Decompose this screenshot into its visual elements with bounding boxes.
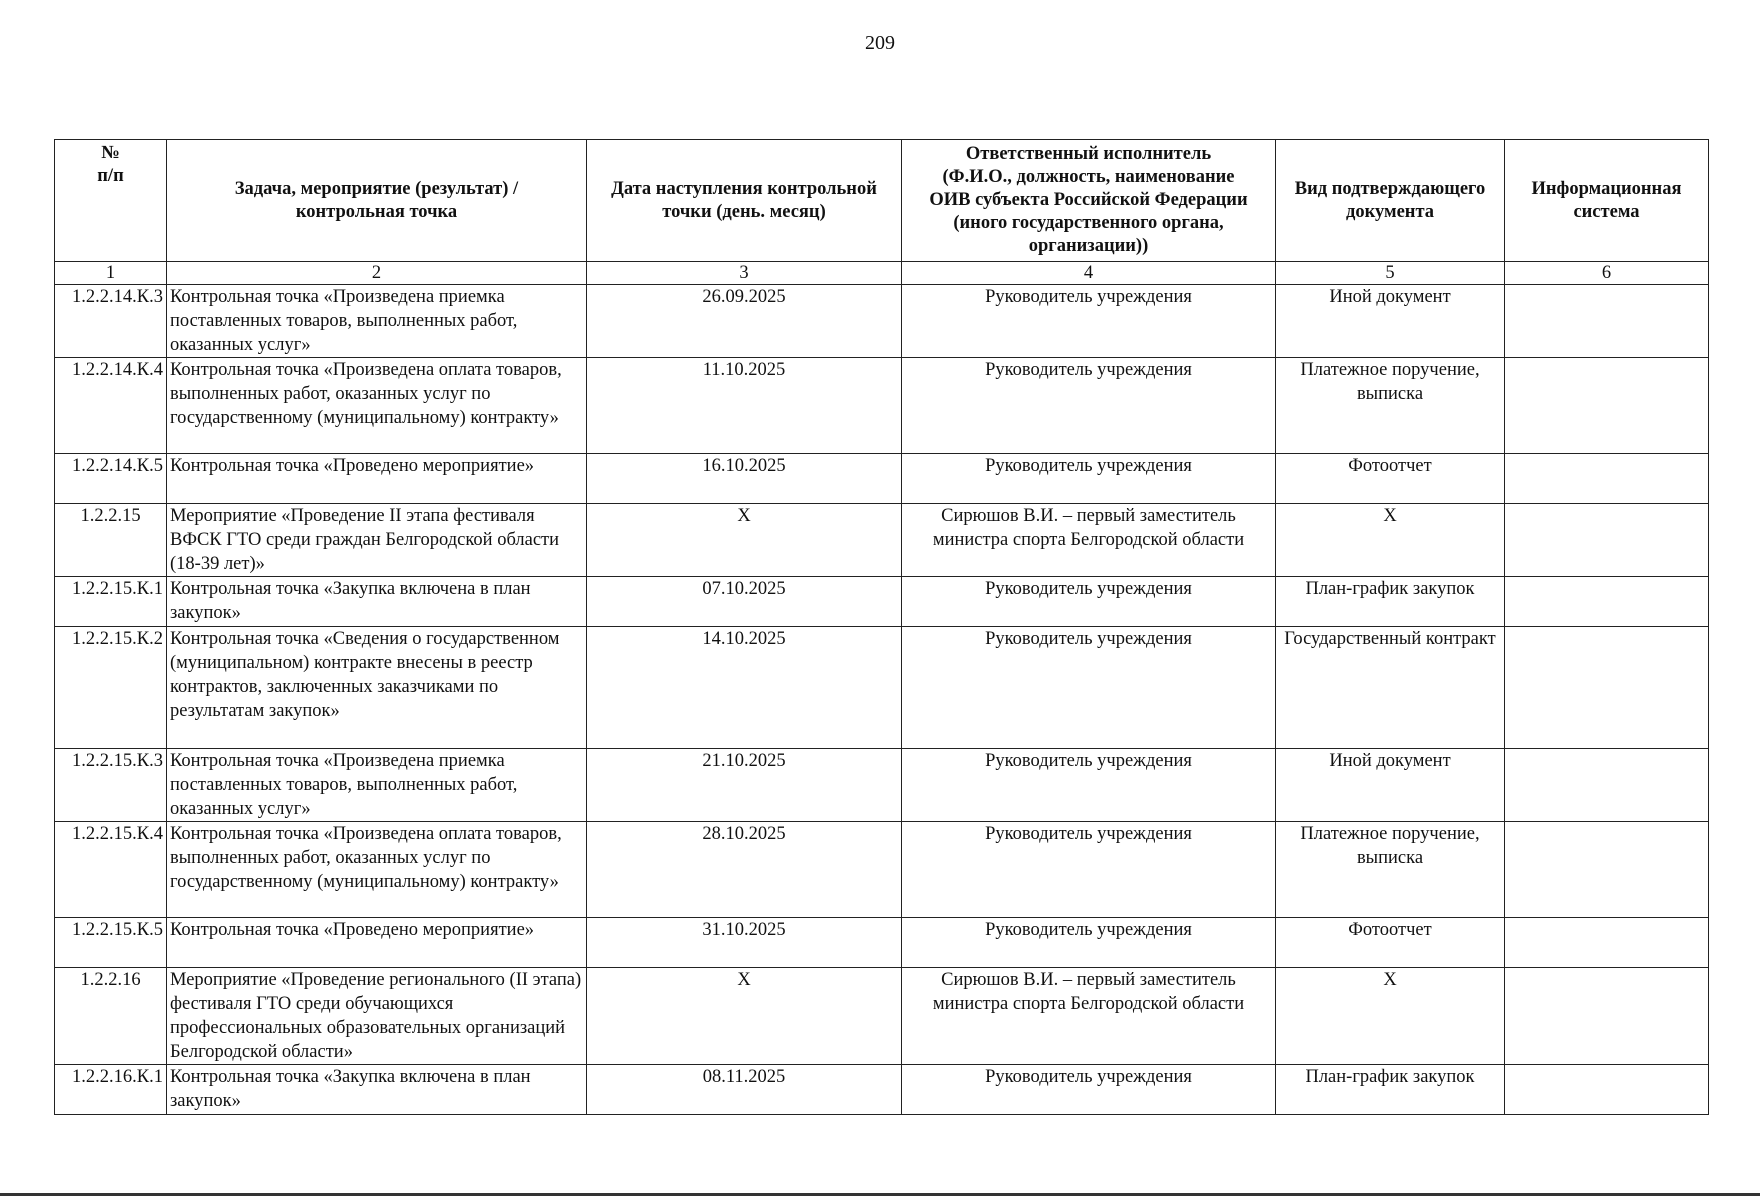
row-executor: Руководитель учреждения	[902, 1065, 1276, 1115]
row-date: Х	[587, 504, 902, 577]
row-document: Фотоотчет	[1276, 918, 1505, 968]
row-system	[1505, 577, 1709, 627]
column-number: 1	[55, 262, 167, 285]
column-number: 3	[587, 262, 902, 285]
header-executor: Ответственный исполнитель (Ф.И.О., должность, наименование ОИВ субъекта Российской Федерации (иного государственного органа, организации))	[902, 140, 1276, 262]
row-task: Контрольная точка «Произведена приемка поставленных товаров, выполненных работ, оказанных услуг»	[167, 285, 587, 358]
row-number: 1.2.2.14.К.4	[55, 358, 167, 454]
row-system	[1505, 358, 1709, 454]
table-row	[55, 285, 1709, 358]
row-date: 16.10.2025	[587, 454, 902, 504]
table-row	[55, 918, 1709, 968]
row-executor: Руководитель учреждения	[902, 918, 1276, 968]
row-task: Контрольная точка «Произведена оплата товаров, выполненных работ, оказанных услуг по государственному (муниципальному) контракту»	[167, 358, 587, 454]
table-row	[55, 749, 1709, 822]
page-number: 209	[865, 32, 895, 54]
row-document: Х	[1276, 504, 1505, 577]
row-number: 1.2.2.14.К.3	[55, 285, 167, 358]
row-executor: Сирюшов В.И. – первый заместитель министра спорта Белгородской области	[902, 504, 1276, 577]
row-document: Х	[1276, 968, 1505, 1065]
row-system	[1505, 285, 1709, 358]
row-number: 1.2.2.15.К.5	[55, 918, 167, 968]
row-number: 1.2.2.15	[55, 504, 167, 577]
row-number: 1.2.2.15.К.2	[55, 627, 167, 749]
row-date: 14.10.2025	[587, 627, 902, 749]
row-date: 26.09.2025	[587, 285, 902, 358]
table-row	[55, 577, 1709, 627]
header-document: Вид подтверждающего документа	[1276, 140, 1505, 262]
row-system	[1505, 454, 1709, 504]
row-task: Контрольная точка «Произведена приемка поставленных товаров, выполненных работ, оказанных услуг»	[167, 749, 587, 822]
row-executor: Руководитель учреждения	[902, 749, 1276, 822]
row-number: 1.2.2.14.К.5	[55, 454, 167, 504]
header-number: № п/п	[55, 140, 167, 262]
row-document: Иной документ	[1276, 749, 1505, 822]
row-executor: Руководитель учреждения	[902, 285, 1276, 358]
row-number: 1.2.2.15.К.4	[55, 822, 167, 918]
row-executor: Сирюшов В.И. – первый заместитель министра спорта Белгородской области	[902, 968, 1276, 1065]
table-row	[55, 968, 1709, 1065]
table-row	[55, 1065, 1709, 1115]
row-date: 08.11.2025	[587, 1065, 902, 1115]
row-executor: Руководитель учреждения	[902, 577, 1276, 627]
row-document: План-график закупок	[1276, 1065, 1505, 1115]
control-points-table	[54, 139, 1709, 1115]
row-number: 1.2.2.16	[55, 968, 167, 1065]
header-task: Задача, мероприятие (результат) / контрольная точка	[167, 140, 587, 262]
table-row	[55, 454, 1709, 504]
row-number: 1.2.2.15.К.1	[55, 577, 167, 627]
row-system	[1505, 968, 1709, 1065]
column-numbers-row	[55, 262, 1709, 285]
row-executor: Руководитель учреждения	[902, 358, 1276, 454]
row-task: Контрольная точка «Проведено мероприятие»	[167, 918, 587, 968]
row-system	[1505, 504, 1709, 577]
row-task: Мероприятие «Проведение II этапа фестиваля ВФСК ГТО среди граждан Белгородской области (18-39 лет)»	[167, 504, 587, 577]
row-executor: Руководитель учреждения	[902, 822, 1276, 918]
column-number: 6	[1505, 262, 1709, 285]
table-row	[55, 627, 1709, 749]
column-number: 2	[167, 262, 587, 285]
header-system: Информационная система	[1505, 140, 1709, 262]
row-document: Фотоотчет	[1276, 454, 1505, 504]
row-task: Контрольная точка «Закупка включена в план закупок»	[167, 1065, 587, 1115]
table-row	[55, 358, 1709, 454]
table-row	[55, 822, 1709, 918]
row-date: 07.10.2025	[587, 577, 902, 627]
row-document: Платежное поручение, выписка	[1276, 822, 1505, 918]
row-system	[1505, 822, 1709, 918]
row-document: Государственный контракт	[1276, 627, 1505, 749]
row-executor: Руководитель учреждения	[902, 454, 1276, 504]
row-task: Контрольная точка «Проведено мероприятие»	[167, 454, 587, 504]
row-number: 1.2.2.16.К.1	[55, 1065, 167, 1115]
row-date: 28.10.2025	[587, 822, 902, 918]
page-bottom-rule	[0, 1193, 1760, 1196]
row-task: Мероприятие «Проведение регионального (II этапа) фестиваля ГТО среди обучающихся профессиональных образовательных организаций Белгородской области»	[167, 968, 587, 1065]
row-task: Контрольная точка «Сведения о государственном (муниципальном) контракте внесены в реестр контрактов, заключенных заказчиками по результатам закупок»	[167, 627, 587, 749]
row-task: Контрольная точка «Произведена оплата товаров, выполненных работ, оказанных услуг по государственному (муниципальному) контракту»	[167, 822, 587, 918]
row-number: 1.2.2.15.К.3	[55, 749, 167, 822]
row-system	[1505, 918, 1709, 968]
row-document: План-график закупок	[1276, 577, 1505, 627]
row-system	[1505, 627, 1709, 749]
row-date: 31.10.2025	[587, 918, 902, 968]
row-system	[1505, 749, 1709, 822]
column-number: 4	[902, 262, 1276, 285]
table-row	[55, 504, 1709, 577]
row-system	[1505, 1065, 1709, 1115]
row-document: Иной документ	[1276, 285, 1505, 358]
table-header-row	[55, 140, 1709, 262]
row-date: 21.10.2025	[587, 749, 902, 822]
row-date: 11.10.2025	[587, 358, 902, 454]
column-number: 5	[1276, 262, 1505, 285]
row-task: Контрольная точка «Закупка включена в план закупок»	[167, 577, 587, 627]
row-executor: Руководитель учреждения	[902, 627, 1276, 749]
row-date: Х	[587, 968, 902, 1065]
header-date: Дата наступления контрольной точки (день. месяц)	[587, 140, 902, 262]
row-document: Платежное поручение, выписка	[1276, 358, 1505, 454]
